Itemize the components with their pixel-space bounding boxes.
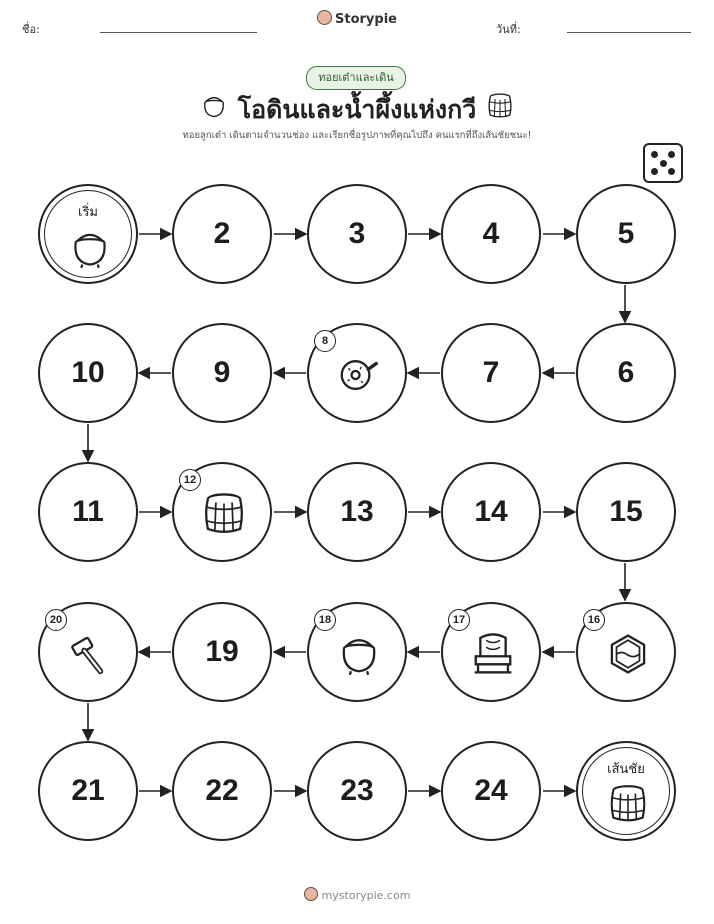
board-cell-22[interactable]	[172, 741, 272, 841]
grindstone-icon	[336, 352, 382, 398]
cell-number: 11	[72, 495, 104, 528]
barrel-icon	[607, 783, 649, 825]
finish-label: เส้นชัย	[607, 762, 645, 777]
cell-number: 21	[71, 774, 105, 807]
cell-number: 13	[340, 495, 374, 528]
cauldron-icon	[68, 226, 112, 270]
board-cell-24[interactable]	[441, 741, 541, 841]
hammer-icon	[67, 631, 113, 677]
board-cell-10[interactable]	[38, 323, 138, 423]
board-cell-finish[interactable]	[576, 741, 676, 841]
board-cell-13[interactable]	[307, 462, 407, 562]
board-cell-23[interactable]	[307, 741, 407, 841]
cell-number: 22	[205, 774, 239, 807]
cell-number: 23	[340, 774, 374, 807]
board-cell-19[interactable]	[172, 602, 272, 702]
board-cell-11[interactable]	[38, 462, 138, 562]
board-cell-14[interactable]	[441, 462, 541, 562]
board-cell-start[interactable]	[38, 184, 138, 284]
cauldron-icon	[336, 631, 382, 677]
instructions: ทอยลูกเต๋า เดินตามจำนวนช่อง และเรียกชื่อรูปภาพที่คุณไปถึง คนแรกที่ถึงเส้นชัยชนะ!	[182, 130, 532, 141]
board-cell-9[interactable]	[172, 323, 272, 423]
brand-name: Storypie	[335, 12, 397, 27]
cell-number: 10	[71, 356, 105, 389]
board-cell-2[interactable]	[172, 184, 272, 284]
footer	[0, 887, 714, 902]
start-label: เริ่ม	[78, 205, 98, 220]
page-title: โอดินและน้ำผึ้งแห่งกวี	[237, 95, 477, 124]
cell-number: 9	[213, 356, 231, 389]
storypie-logo-icon	[304, 887, 318, 901]
board-cell-5[interactable]	[576, 184, 676, 284]
board-cell-15[interactable]	[576, 462, 676, 562]
board-cell-7[interactable]	[441, 323, 541, 423]
footer-url[interactable]: mystorypie.com	[321, 889, 411, 902]
cell-badge-8: 8	[314, 330, 336, 352]
name-label: ชื่อ:	[22, 23, 40, 36]
cell-badge-18: 18	[314, 609, 336, 631]
cell-number: 14	[474, 495, 508, 528]
cell-number: 6	[617, 356, 635, 389]
cell-number: 3	[348, 217, 366, 250]
cell-badge-17: 17	[448, 609, 470, 631]
cell-number: 5	[617, 217, 635, 250]
date-label: วันที่:	[496, 23, 521, 36]
cell-number: 7	[482, 356, 500, 389]
game-type-tag: ทอยเต๋าและเดิน	[306, 66, 406, 90]
throne-icon	[470, 631, 516, 677]
barrel-icon	[201, 491, 247, 537]
board-cell-6[interactable]	[576, 323, 676, 423]
board-cell-4[interactable]	[441, 184, 541, 284]
cell-badge-12: 12	[179, 469, 201, 491]
honeycomb-icon	[605, 631, 651, 677]
board-cell-3[interactable]	[307, 184, 407, 284]
cell-number: 4	[482, 217, 500, 250]
cell-badge-20: 20	[45, 609, 67, 631]
cell-badge-16: 16	[583, 609, 605, 631]
cell-number: 19	[205, 635, 239, 668]
cell-number: 2	[213, 217, 231, 250]
cell-number: 15	[609, 495, 643, 528]
cell-number: 24	[474, 774, 508, 807]
board-cell-21[interactable]	[38, 741, 138, 841]
